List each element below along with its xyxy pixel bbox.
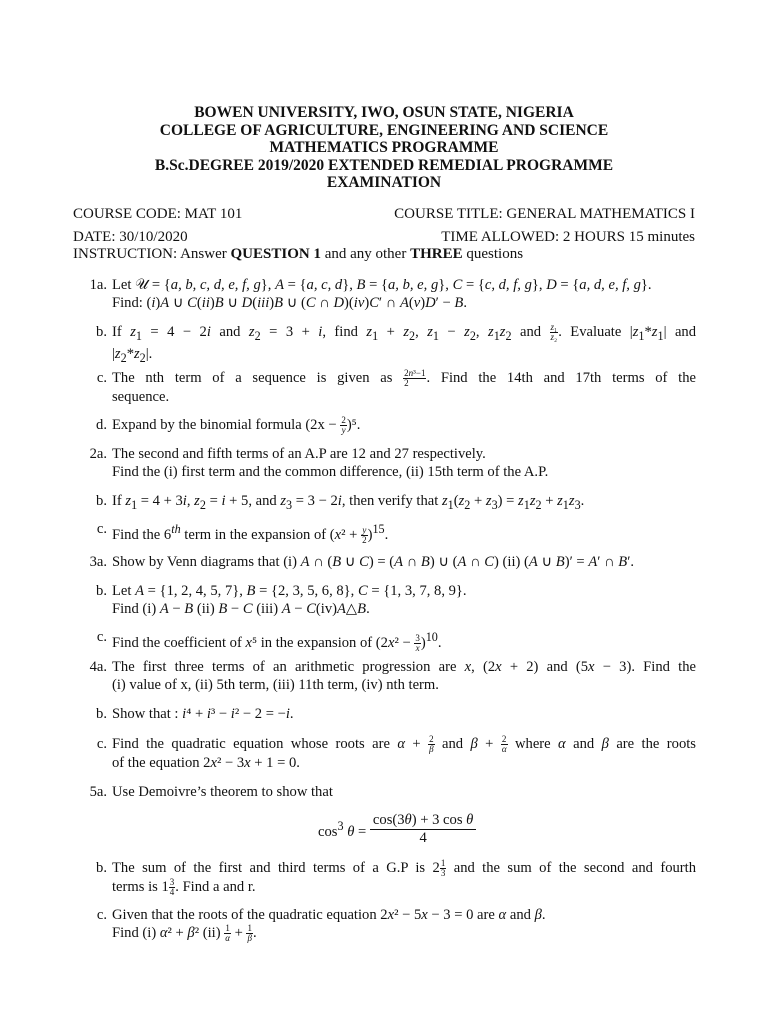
question-text: If $z_1 = 4 + 3i$, $z_2 = i + 5$, and $z_3 = 3 - 2i$, then verify that $z_1(z_2 + z_3) = z_1z_2 + z_1z_3$. <box>112 493 585 512</box>
question-text: Let A = {1, 2, 4, 5, 7}, B = {2, 3, 5, 6, 8}, C = {1, 3, 7, 8, 9}. Find (i) A − B (ii) B − C (iii) A − C(iv)A△B. <box>112 583 467 617</box>
programme-name: MATHEMATICS PROGRAMME <box>269 139 499 156</box>
question-label: 1a. <box>89 277 107 293</box>
demoivre-fraction: $\frac{\text{cos(3θ) + 3 cos θ}}{4}$ <box>370 812 476 847</box>
question-text: The second and fifth terms of an A.P are 12 and 27 respectively. Find the (i) first term and the common difference, (ii) 15th term of the A.P. <box>112 446 549 480</box>
instruction: INSTRUCTION: Answer QUESTION 1 and any other THREE questions <box>73 246 524 262</box>
fraction-2-over-alpha: $\frac{2}{\alpha}$ <box>501 734 507 755</box>
question-text: Find the 6th term in the expansion of (x² + $\frac{y}{2}$ )$^{15}$. <box>112 522 389 546</box>
time-allowed: TIME ALLOWED: 2 HOURS 15 minutes <box>441 229 695 245</box>
university-name: BOWEN UNIVERSITY, IWO, OSUN STATE, NIGERIA <box>194 104 574 121</box>
question-label: b. <box>96 860 107 876</box>
question-label: c. <box>96 521 107 537</box>
fraction-2-over-y: $\frac{2}{y}$ <box>341 415 346 436</box>
fraction-1-over-3: $\frac{1}{3}$ <box>440 858 446 879</box>
question-label: 5a. <box>89 784 107 800</box>
course-title: COURSE TITLE: GENERAL MATHEMATICS I <box>394 206 695 222</box>
question-text: The sum of the first and third terms of a G.P is 2 $\frac{1}{3}$ and the sum of the second and fourth terms is 1 $\frac{3}{4}$ . Find a and r. <box>112 858 696 898</box>
question-label: c. <box>96 736 107 752</box>
nth-term-fraction: $\frac{\text{2n³−1}}{2}$ <box>404 368 426 389</box>
fraction-3-over-x: $\frac{3}{x}$ <box>415 633 420 654</box>
question-label: c. <box>96 907 107 923</box>
question-text: Use Demoivre’s theorem to show that <box>112 784 333 800</box>
question-label: d. <box>96 417 107 433</box>
question-label: b. <box>96 583 107 599</box>
exam-title: EXAMINATION <box>326 174 442 191</box>
question-text: Show by Venn diagrams that (i) A ∩ (B ∪ C) = (A ∩ B) ∪ (A ∩ C) (ii) (A ∪ B)′ = A′ ∩ B′. <box>112 554 635 570</box>
question-label: c. <box>96 629 107 645</box>
question-text: The nth term of a sequence is given as $\frac{\text{2n³−1}}{2}$ . Find the 14th and 17th terms of the sequence. <box>112 368 696 406</box>
question-text: Let 𝒰 = {a, b, c, d, e, f, g}, A = {a, c, d}, B = {a, b, e, g}, C = {c, d, f, g}, D = {a, d, e, f, g}. Find: (i)A ∪ C(ii)B ∪ D(iii)B ∪ (C ∩ D)(iv)C′ ∩ A(v)D′ − B. <box>112 277 652 311</box>
question-label: b. <box>96 706 107 722</box>
exam-date: DATE: 30/10/2020 <box>73 229 188 245</box>
question-label: b. <box>96 493 107 509</box>
question-label: c. <box>96 370 107 386</box>
fraction-3-over-4: $\frac{3}{4}$ <box>169 877 175 898</box>
question-label: b. <box>96 324 107 340</box>
question-text: If $z_1 = 4 - 2i$ and $z_2 = 3 + i$, find $z_1 + z_2$, $z_1 - z_2$, $z_1z_2$ and $\frac{\text{z₁}}{\text{z₂}}$ . Evaluate $|z_1*z_1|$ and $|z_2*z_2|$. <box>112 322 697 365</box>
question-label: 3a. <box>89 554 107 570</box>
question-text: Find the coefficient of x⁵ in the expansion of (2x² − $\frac{3}{x}$ )$^{10}$. <box>112 630 442 654</box>
question-text: The first three terms of an arithmetic progression are x, (2x + 2) and (5x − 3). Find the (i) value of x, (ii) 5th term, (iii) 11th term, (iv) nth term. <box>112 659 696 693</box>
fraction-2-over-beta: $\frac{2}{\beta}$ <box>429 734 434 755</box>
college-name: COLLEGE OF AGRICULTURE, ENGINEERING AND SCIENCE <box>159 122 609 139</box>
question-text: Expand by the binomial formula (2x − $\frac{2}{y}$ )⁵. <box>112 415 361 436</box>
question-text: Show that : i⁴ + i³ − i² − 2 = −i. <box>112 706 294 722</box>
question-label: 4a. <box>89 659 107 675</box>
fraction-1-over-alpha: $\frac{1}{\alpha}$ <box>225 923 230 944</box>
fraction-1-over-beta: $\frac{1}{\beta}$ <box>247 923 252 944</box>
question-text: Find the quadratic equation whose roots are α + $\frac{2}{\beta}$ and β + $\frac{2}{\alpha}$ where α and β are the roots of the equation 2x² − 3x + 1 = 0. <box>112 734 696 772</box>
question-text: Given that the roots of the quadratic equation 2x² − 5x − 3 = 0 are α and β. Find (i) α² + β² (ii) $\frac{1}{\alpha}$ + $\frac{1}{\beta}$ . <box>112 907 546 944</box>
course-code: COURSE CODE: MAT 101 <box>73 206 243 222</box>
question-label: 2a. <box>89 446 107 462</box>
degree-line: B.Sc.DEGREE 2019/2020 EXTENDED REMEDIAL PROGRAMME <box>154 157 614 174</box>
fraction-y-over-2: $\frac{y}{2}$ <box>362 525 367 546</box>
fraction-z1-over-z2: $\frac{\text{z₁}}{\text{z₂}}$ <box>550 322 558 343</box>
